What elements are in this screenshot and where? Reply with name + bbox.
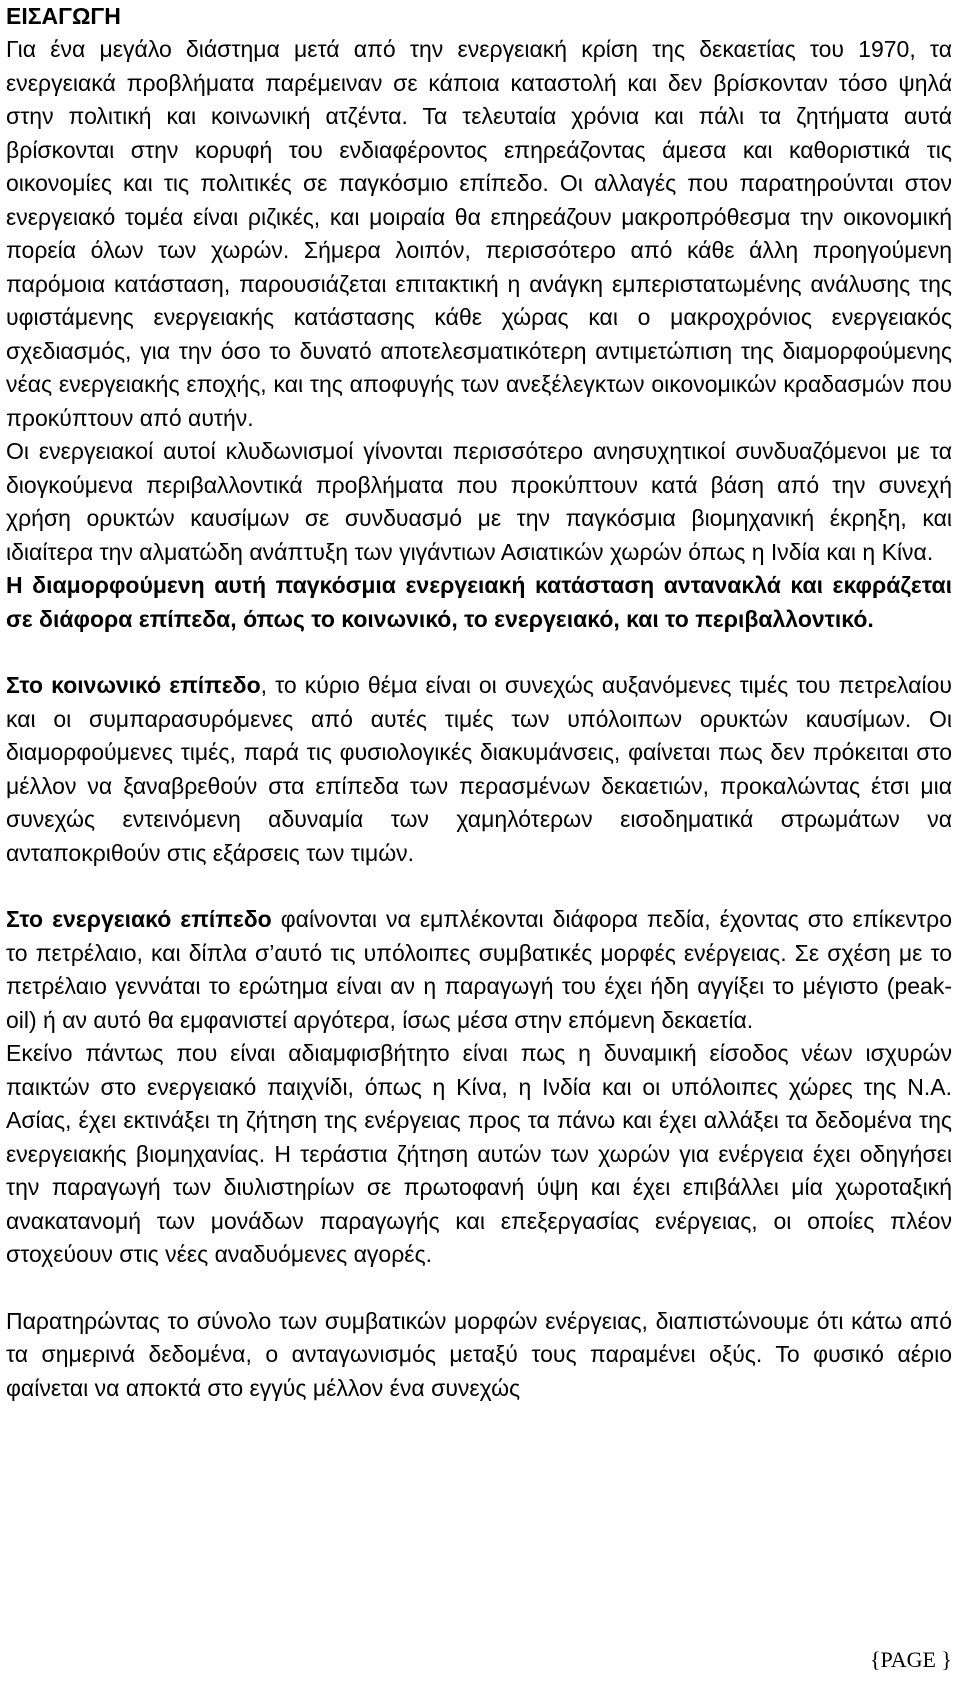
paragraph-energy-level	[6, 903, 952, 1037]
page-number-field: {PAGE }	[869, 1647, 952, 1672]
paragraph-environmental-concerns: Οι ενεργειακοί αυτοί κλυδωνισμοί γίνονται περισσότερο ανησυχητικοί συνδυαζόμενοι με τα διογκούμενα περιβαλλοντικά προβλήματα που προκύπτουν κατά βάση από την συνεχή χρήση ορυκτών καυσίμων σε συνδυασμό με την παγκόσμια βιομηχανική έκρηξη, και ιδιαίτερα την αλματώδη ανάπτυξη των γιγάντιων Ασιατικών χωρών όπως η Ινδία και η Κίνα.	[6, 438, 952, 565]
blank-line	[6, 870, 952, 903]
paragraph-conventional-forms: Παρατηρώντας το σύνολο των συμβατικών μορφών ενέργειας, διαπιστώνουμε ότι κάτω από τα σημερινά δεδομένα, ο ανταγωνισμός μεταξύ τους παραμένει οξύς. Το φυσικό αέριο φαίνεται να αποκτά στο εγγύς μέλλον ένα συνεχώς	[6, 1307, 952, 1401]
paragraph-levels-summary: Η διαμορφούμενη αυτή παγκόσμια ενεργειακή κατάσταση αντανακλά και εκφράζεται σε διάφορα επίπεδα, όπως το κοινωνικό, το ενεργειακό, και το περιβαλλοντικό.	[6, 572, 952, 632]
paragraph-new-players: Εκείνο πάντως που είναι αδιαμφισβήτητο είναι πως η δυναμική είσοδος νέων ισχυρών παικτών στο ενεργειακό παιχνίδι, όπως η Κίνα, η Ινδία και οι υπόλοιπες χώρες της Ν.Α. Ασίας, έχει εκτινάξει τη ζήτηση της ενέργειας προς τα πάνω και έχει αλλάξει τα δεδομένα της ενεργειακής βιομηχανίας. Η τεράστια ζήτηση αυτών των χωρών για ενέργεια έχει οδηγήσει την παραγωγή των διυλιστηρίων σε πρωτοφανή ύψη και έχει επιβάλλει μία χωροταξική ανακατανομή των μονάδων παραγωγής και επεξεργασίας ενέργειας, οι οποίες πλέον στοχεύουν στις νέες αναδυόμενες αγορές.	[6, 1040, 952, 1267]
energy-level-lead: Στο ενεργειακό επίπεδο	[6, 906, 272, 932]
document-heading: ΕΙΣΑΓΩΓΗ	[6, 3, 121, 29]
social-level-text: , το κύριο θέμα είναι οι συνεχώς αυξανόμενες τιμές του πετρελαίου και οι συμπαρασυρόμενες από αυτές τιμές των υπόλοιπων ορυκτών καυσίμων. Οι διαμορφούμενες τιμές, παρά τις φυσιολογικές διακυμάνσεις, φαίνεται πως δεν πρόκειται στο μέλλον να ξαναβρεθούν στα επίπεδα των περασμένων δεκαετιών, προκαλώντας έτσι μια συνεχώς εντεινόμενη αδυναμία των χαμηλότερων εισοδηματικά στρωμάτων να ανταποκριθούν στις εξάρσεις των τιμών.	[6, 672, 952, 866]
blank-line	[6, 1272, 952, 1305]
paragraph-social-level	[6, 669, 952, 870]
social-level-lead: Στο κοινωνικό επίπεδο	[6, 672, 261, 698]
energy-level-text: φαίνονται να εμπλέκονται διάφορα πεδία, έχοντας στο επίκεντρο το πετρέλαιο, και δίπλα σ’αυτό τις υπόλοιπες συμβατικές μορφές ενέργειας. Σε σχέση με το πετρέλαιο γεννάται το ερώτημα είναι αν η παραγωγή του έχει ήδη αγγίξει το μέγιστο (peak-oil) ή αν αυτό θα εμφανιστεί αργότερα, ίσως μέσα στην επόμενη δεκαετία.	[6, 906, 952, 1033]
blank-line	[6, 636, 952, 669]
paragraph-intro: Για ένα μεγάλο διάστημα μετά από την ενεργειακή κρίση της δεκαετίας του 1970, τα ενεργειακά προβλήματα παρέμειναν σε κάποια καταστολή και δεν βρίσκονταν τόσο ψηλά στην πολιτική και κοινωνική ατζέντα. Τα τελευταία χρόνια και πάλι τα ζητήματα αυτά βρίσκονται στην κορυφή του ενδιαφέροντος επηρεάζοντας άμεσα και καθοριστικά τις οικονομίες και τις πολιτικές σε παγκόσμιο επίπεδο. Οι αλλαγές που παρατηρούνται στον ενεργειακό τομέα είναι ριζικές, και μοιραία θα επηρεάζουν μακροπρόθεσμα την οικονομική πορεία όλων των χωρών. Σήμερα λοιπόν, περισσότερο από κάθε άλλη προηγούμενη παρόμοια κατάσταση, παρουσιάζεται επιτακτική η ανάγκη εμπεριστατωμένης ανάλυσης της υφιστάμενης ενεργειακής κατάστασης κάθε χώρας και ο μακροχρόνιος ενεργειακός σχεδιασμός, για την όσο το δυνατό αποτελεσματικότερη αντιμετώπιση της διαμορφούμενης νέας ενεργειακής εποχής, και της αποφυγής των ανεξέλεγκτων οικονομικών κραδασμών που προκύπτουν από αυτήν.	[6, 36, 952, 431]
